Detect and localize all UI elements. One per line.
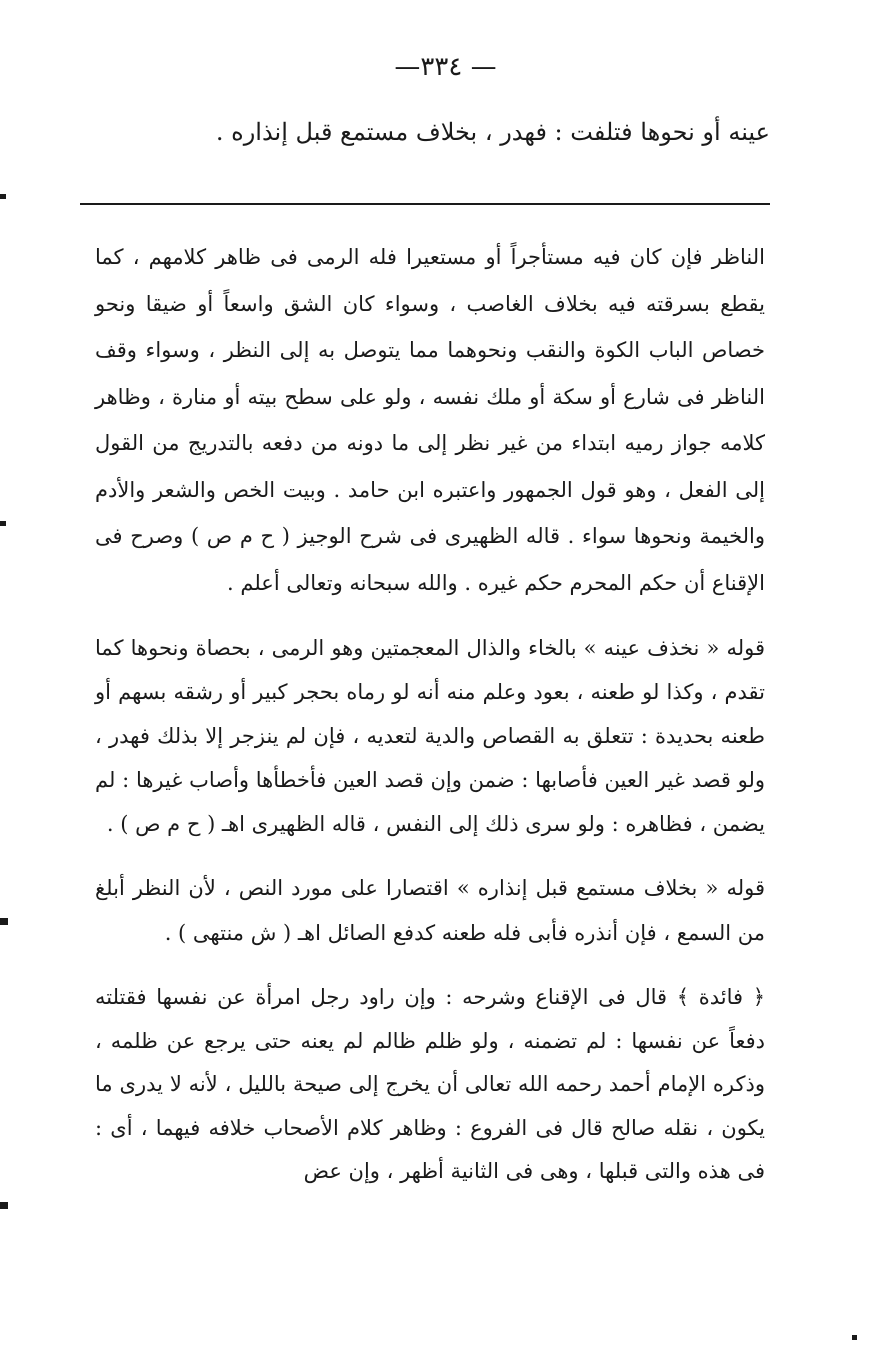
commentary-paragraph-2: قوله « نخذف عينه » بالخاء والذال المعجمتين وهو الرمى ، بحصاة ونحوها كما تقدم ، وكذا لو طعنه ، بعود وعلم منه أنه لو رماه بحجر كبير أو رشقه بسهم أو طعنه بحديدة : تتعلق به القصاص والدية لتعديه ، فإن لم ينزجر إلا بذلك فهدر ، ولو قصد غير العين فأصابها : ضمن وإن قصد العين فأخطأها وأصاب غيرها : لم يضمن ، فظاهره : ولو سرى ذلك إلى النفس ، قاله الظهيرى اهـ ( ح م ص ) . bbox=[95, 636, 765, 836]
margin-mark bbox=[0, 521, 6, 526]
commentary-paragraph-4: ﴿ فائدة ﴾ قال فى الإقناع وشرحه : وإن راود رجل امرأة عن نفسها فقتلته دفعاً عن نفسها : لم تضمنه ، ولو ظلم ظالم لم يعنه حتى يرجع عن ظلمه ، وذكره الإمام أحمد رحمه الله تعالى أن يخرج إلى صيحة بالليل ، لأنه لا يدرى ما يكون ، نقله صالح قال فى الفروع : وظاهر كلام الأصحاب خلافه فيهما ، أى : فى هذه والتى قبلها ، وهى فى الثانية أظهر ، وإن عض bbox=[95, 985, 765, 1183]
margin-mark bbox=[0, 194, 6, 199]
margin-mark bbox=[852, 1335, 857, 1340]
main-text-line: عينه أو نحوها فتلفت : فهدر ، بخلاف مستمع قبل إنذاره . bbox=[215, 118, 770, 146]
commentary-paragraph-1: الناظر فإن كان فيه مستأجراً أو مستعيرا فله الرمى فى ظاهر كلامهم ، كما يقطع بسرقته فيه بخلاف الغاصب ، وسواء كان الشق واسعاً أو ضيقا ونحو خصاص الباب الكوة والنقب ونحوهما مما يتوصل به إلى النظر ، وسواء وقف الناظر فى شارع أو سكة أو ملك نفسه ، ولو على سطح بيته أو منارة ، وظاهر كلامه جواز رميه ابتداء من غير نظر إلى ما دونه من دفعه بالتدريج من القول إلى الفعل ، وهو قول الجمهور واعتبره ابن حامد . وبيت الخص والشعر والأدم والخيمة ونحوها سواء . قاله الظهيرى فى شرح الوجيز ( ح م ص ) وصرح فى الإقناع أن حكم المحرم حكم غيره . والله سبحانه وتعالى أعلم . bbox=[95, 245, 766, 595]
margin-mark bbox=[0, 918, 8, 925]
page-number: —٣٣٤ — bbox=[394, 52, 497, 82]
commentary-paragraph-3: قوله « بخلاف مستمع قبل إنذاره » اقتصارا على مورد النص ، لأن النظر أبلغ من السمع ، فإن أنذره فأبى فله طعنه كدفع الصائل اهـ ( ش منتهى ) . bbox=[95, 876, 765, 945]
footnote-divider bbox=[80, 203, 770, 205]
commentary-section bbox=[95, 234, 765, 1214]
margin-mark bbox=[0, 1202, 8, 1209]
